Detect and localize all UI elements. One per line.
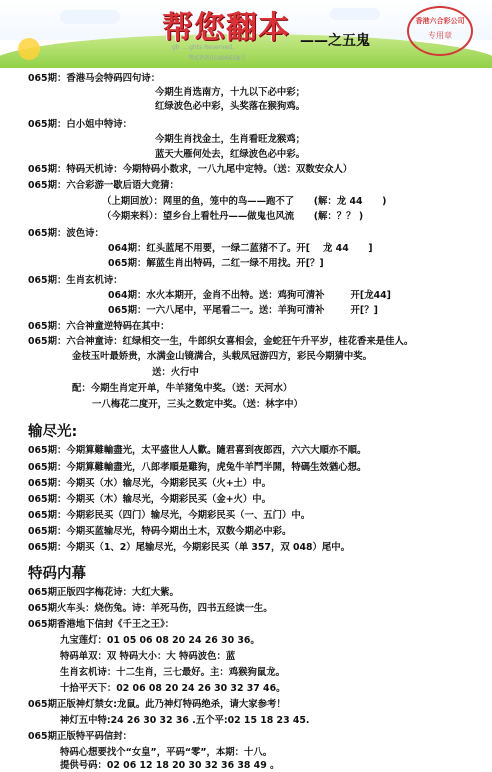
text-line: 今期生肖选南方，十九以下必中彩； [155, 87, 306, 98]
text-line: 送：火行中 [152, 367, 199, 378]
text-line: 065期：六合神童诗：红绿相交一生，牛郎织女喜相会，金蛇狂午升平岁，桂花香来是佳人。 [28, 336, 414, 347]
text-line: 065期：一六八尾中，平尾看二一。送：羊狗可清补 开[？] [108, 305, 378, 316]
text-line: 065期：今期买（1、2）尾输尽光，今期彩民买（单 357，双 048）尾中。 [28, 542, 351, 553]
text-line: 生肖玄机诗：十二生肖，三七最好。主：鸡猴狗鼠龙。 [60, 667, 286, 678]
text-line: 特码心想要找个“女皇”，平码“零”，本期：十八。 [60, 747, 273, 758]
text-line: 065期：生肖玄机诗： [28, 275, 123, 286]
text-line: 065期正版四字梅花诗：大红大紫。 [28, 587, 179, 598]
page-header [0, 0, 492, 68]
text-line: 065期火车头：烧伤兔。诗：羊死马伤，四书五经读一生。 [28, 603, 273, 614]
text-line: （上期回放）：网里的鱼，笼中的鸟——跑不了 (解：龙 44 ) [102, 196, 387, 207]
page-title: 帮您翻本 [162, 10, 290, 46]
text-line: 特码单双：双 特码大小：大 特码波色：蓝 [60, 651, 236, 662]
watermark-text: gh ... ghts Reserved. [172, 44, 234, 51]
text-line: 九宝莲灯：01 05 06 08 20 24 26 30 36。 [60, 635, 260, 646]
watermark-icp: 粤ICP备05006658号 [188, 55, 247, 62]
header-cloud [330, 8, 380, 20]
text-line: （今期来料）：望乡台上看牡丹——做鬼也风流 (解：？？ ) [102, 211, 364, 222]
author-name: ——之五鬼 [300, 33, 370, 49]
text-line: 065期：今期买蓝输尽光，特码今期出土木，双数今期必中彩。 [28, 526, 292, 537]
seal-top-text: 香港六合彩公司 [415, 17, 465, 25]
text-line: 蓝天大雁何处去，红绿波色必中彩。 [155, 149, 306, 160]
text-line: 065期香港地下信封《千王之王》： [28, 619, 175, 630]
text-line: 065期：特码天机诗：今期特码小数求，一八九尾中定特。（送：双数安众人） [28, 164, 353, 175]
text-line: 065期：六合彩游一歇后语大竞猜： [28, 180, 179, 191]
sun-icon [18, 38, 40, 60]
text-line: 今期生肖找金土，生肖看旺龙猴鸡； [155, 134, 306, 145]
text-line: 065期：六合神童逆特码在其中： [28, 321, 170, 332]
text-line: 065期：白小姐中特诗： [28, 119, 132, 130]
text-line: 065期：今期买（木）输尽光，今期彩民买（金+火）中。 [28, 494, 272, 505]
text-line: 065期：今期算難輸盡光，太平盛世人人歡。隨君喜到夜郎西，六六大順亦不順。 [28, 445, 367, 456]
text-line: 配：今期生肖定开单，牛羊猪兔中奖。（送：天河水） [72, 383, 293, 394]
text-line: 神灯五中特:24 26 30 32 36 .五个平:02 15 18 23 45. [60, 715, 310, 726]
text-line: 065期：今期买（水）输尽光，今期彩民买（火+土）中。 [28, 478, 272, 489]
text-line: 065期正版神灯禁女:龙鼠。此乃神灯特码绝杀，请大家参考！ [28, 699, 286, 710]
text-line: 065期正版特平码信封： [28, 731, 132, 742]
seal-bottom-text: 专用章 [428, 31, 452, 40]
text-line: 金枝玉叶最娇贵，水满金山镜满合，头载凤冠游四方，彩民今期猜中奖。 [72, 351, 373, 362]
text-line: 红绿波色必中彩，头奖落在猴狗鸡。 [155, 101, 306, 112]
text-line: 065期：解蓝生肖出特码，二红一绿不用找。开[？] [108, 258, 324, 269]
company-seal [407, 6, 473, 56]
header-cloud [60, 10, 120, 24]
section-heading: 特码内幕 [28, 566, 86, 582]
text-line: 065期：香港马会特码四句诗： [28, 73, 161, 84]
text-line: 一八梅花二度开，三头之数定中奖。（送：林字中） [92, 399, 303, 410]
text-line: 065期：今期彩民买（四门）输尽光，今期彩民买（一、五门）中。 [28, 510, 311, 521]
text-line: 提供号码：02 06 12 18 20 30 32 36 38 49 。 [60, 760, 280, 771]
section-heading: 输尽光: [28, 424, 78, 440]
text-line: 064期：水火本期开，金肖不出特。送：鸡狗可清补 开[龙44] [108, 290, 391, 301]
text-line: 065期：今期算難輸盡光，八郎孝順是雞狗，虎兔牛羊鬥半開，特碼生效猶心想。 [28, 462, 367, 473]
text-line: 064期：红头蓝尾不用要，一绿二蓝猪不了。开[ 龙 44 ] [108, 243, 373, 254]
text-line: 十拾平天下：02 06 08 20 24 26 30 32 37 46。 [60, 683, 286, 694]
text-line: 065期：波色诗： [28, 228, 104, 239]
